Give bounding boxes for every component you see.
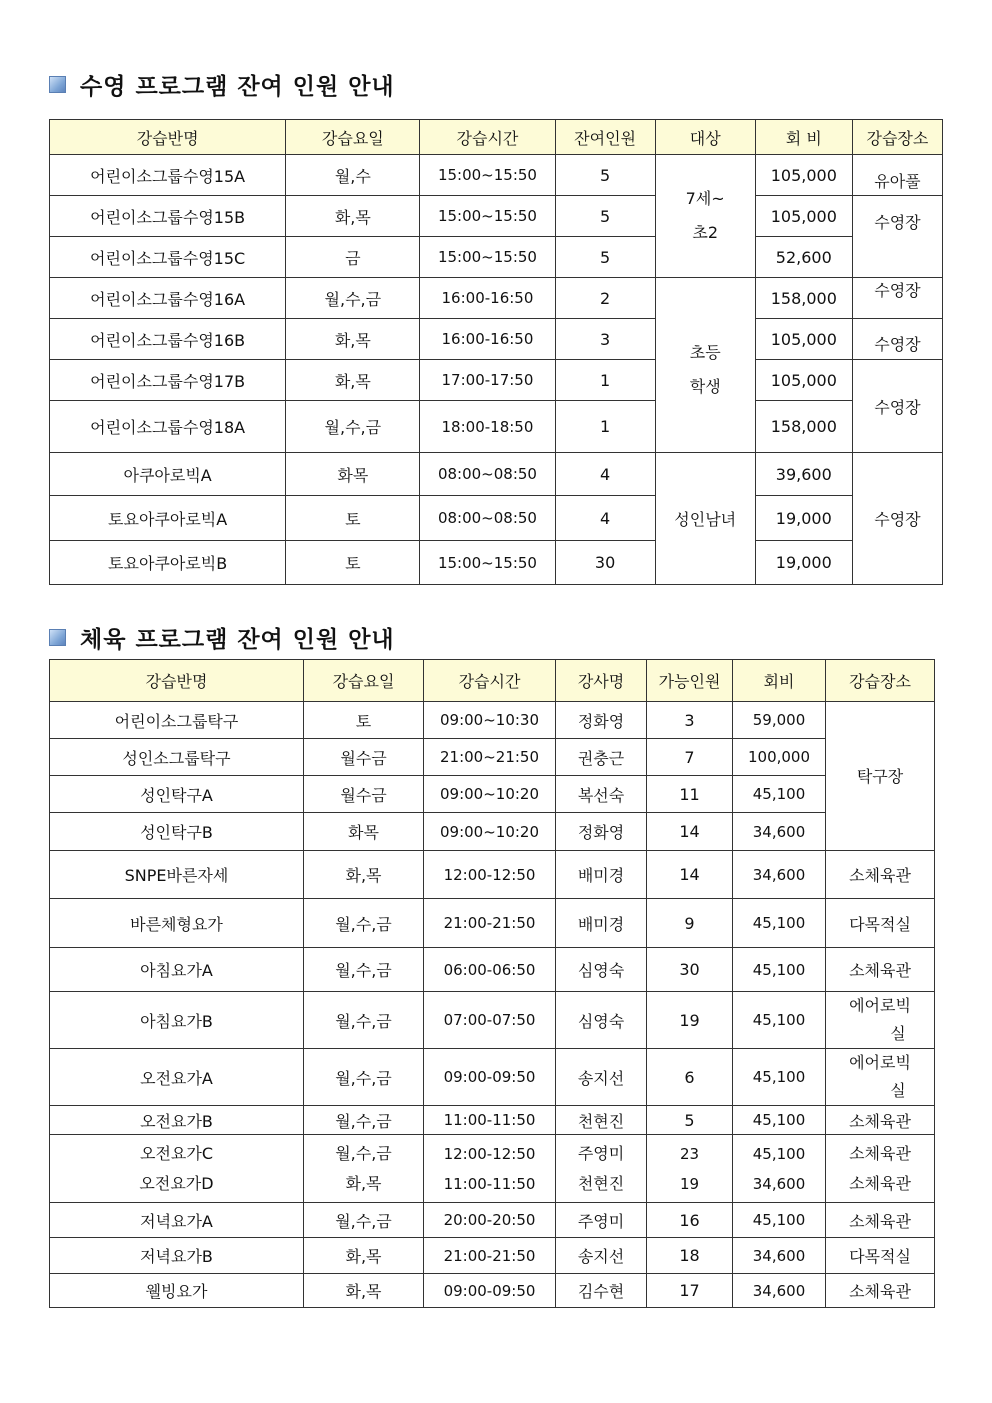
table-row — [50, 702, 935, 739]
class-name: 어린이소그룹수영15B — [50, 196, 286, 237]
class-fee: 45,100 — [733, 1203, 826, 1238]
swim-header-remain: 잔여인원 — [555, 120, 655, 155]
class-time: 09:00~10:30 — [424, 702, 556, 739]
class-name-d: 오전요가D — [139, 1173, 214, 1193]
class-fee: 34,600 — [733, 1274, 826, 1308]
class-day: 월,수,금 — [286, 401, 420, 453]
table-row — [50, 319, 943, 360]
table-row — [50, 1049, 935, 1106]
class-place — [826, 702, 935, 851]
class-place-line1: 에어로빅 — [849, 996, 911, 1015]
class-time: 16:00-16:50 — [420, 278, 555, 319]
class-time: 11:00-11:50 — [424, 1106, 556, 1135]
class-day: 월수금 — [304, 776, 424, 813]
swim-section-title — [49, 68, 395, 101]
class-day: 화목 — [304, 813, 424, 851]
class-fee: 105,000 — [755, 155, 852, 196]
sports-header-row — [50, 660, 935, 702]
class-teacher: 김수현 — [556, 1274, 647, 1308]
class-fee: 19,000 — [755, 541, 852, 585]
class-teacher: 정화영 — [556, 702, 647, 739]
class-time: 07:00-07:50 — [424, 992, 556, 1049]
class-fee: 45,100 — [733, 1049, 826, 1106]
class-day: 화,목 — [304, 851, 424, 899]
class-teacher: 정화영 — [556, 813, 647, 851]
class-place — [852, 278, 942, 319]
class-day: 토 — [286, 496, 420, 541]
class-name: 어린이소그룹탁구 — [50, 702, 304, 739]
class-time: 09:00-09:50 — [424, 1274, 556, 1308]
class-teacher: 주영미 — [556, 1203, 647, 1238]
class-fee: 39,600 — [755, 453, 852, 496]
class-time: 16:00-16:50 — [420, 319, 555, 360]
class-name-c: 오전요가C — [140, 1143, 213, 1163]
class-place: 소체육관 — [826, 1274, 935, 1308]
class-place — [852, 196, 942, 278]
class-time: 08:00~08:50 — [420, 496, 555, 541]
class-time: 08:00~08:50 — [420, 453, 555, 496]
class-day: 월,수 — [286, 155, 420, 196]
class-teacher: 송지선 — [556, 1049, 647, 1106]
class-name: 성인탁구B — [50, 813, 304, 851]
class-time: 17:00-17:50 — [420, 360, 555, 401]
class-time: 20:00-20:50 — [424, 1203, 556, 1238]
class-place: 소체육관 — [826, 948, 935, 992]
square-bullet-icon — [49, 76, 66, 93]
class-day: 월,수,금 — [304, 899, 424, 948]
class-capacity: 30 — [647, 948, 733, 992]
target-elementary — [655, 278, 755, 453]
table-row — [50, 948, 935, 992]
class-remain: 3 — [555, 319, 655, 360]
class-name: 어린이소그룹수영15A — [50, 155, 286, 196]
class-time: 09:00~10:20 — [424, 776, 556, 813]
class-time: 09:00~10:20 — [424, 813, 556, 851]
class-fee: 52,600 — [755, 237, 852, 278]
sports-header-place: 강습장소 — [826, 660, 935, 702]
class-name: 저녁요가B — [50, 1238, 304, 1274]
table-row — [50, 851, 935, 899]
class-fee: 34,600 — [733, 851, 826, 899]
class-remain: 30 — [555, 541, 655, 585]
class-capacity: 14 — [647, 813, 733, 851]
class-fee: 59,000 — [733, 702, 826, 739]
class-fee-d: 34,600 — [752, 1174, 806, 1193]
class-name: 바른체형요가 — [50, 899, 304, 948]
class-time — [424, 1135, 556, 1203]
sports-header-time: 강습시간 — [424, 660, 556, 702]
class-name: 토요아쿠아로빅A — [50, 496, 286, 541]
class-time: 21:00-21:50 — [424, 899, 556, 948]
swim-header-row — [50, 120, 943, 155]
swim-header-time: 강습시간 — [420, 120, 555, 155]
class-name: SNPE바른자세 — [50, 851, 304, 899]
class-name: 오전요가A — [50, 1049, 304, 1106]
class-time: 21:00~21:50 — [424, 739, 556, 776]
class-time: 15:00~15:50 — [420, 155, 555, 196]
class-capacity: 7 — [647, 739, 733, 776]
class-place — [826, 1135, 935, 1203]
sports-section-title — [49, 621, 395, 654]
class-remain: 5 — [555, 237, 655, 278]
table-row — [50, 453, 943, 496]
class-fee: 45,100 — [733, 992, 826, 1049]
class-capacity: 6 — [647, 1049, 733, 1106]
table-row — [50, 1238, 935, 1274]
class-name: 토요아쿠아로빅B — [50, 541, 286, 585]
class-day: 화,목 — [286, 196, 420, 237]
class-day: 토 — [304, 702, 424, 739]
sports-header-fee: 회비 — [733, 660, 826, 702]
class-fee: 19,000 — [755, 496, 852, 541]
table-row — [50, 739, 935, 776]
class-fee: 34,600 — [733, 1238, 826, 1274]
class-fee — [733, 1135, 826, 1203]
class-fee: 34,600 — [733, 813, 826, 851]
class-day: 화,목 — [286, 319, 420, 360]
class-teacher: 권충근 — [556, 739, 647, 776]
class-place — [826, 1049, 935, 1106]
table-row — [50, 155, 943, 196]
class-name: 성인소그룹탁구 — [50, 739, 304, 776]
class-place: 소체육관 — [826, 1203, 935, 1238]
class-remain: 2 — [555, 278, 655, 319]
table-row — [50, 541, 943, 585]
class-teacher: 배미경 — [556, 899, 647, 948]
class-name — [50, 1135, 304, 1203]
class-name: 웰빙요가 — [50, 1274, 304, 1308]
table-row — [50, 360, 943, 401]
class-teacher: 심영숙 — [556, 992, 647, 1049]
swim-header-day: 강습요일 — [286, 120, 420, 155]
class-name: 어린이소그룹수영15C — [50, 237, 286, 278]
table-row — [50, 1135, 935, 1203]
class-remain: 4 — [555, 496, 655, 541]
class-time: 06:00-06:50 — [424, 948, 556, 992]
class-place: 유아풀 — [852, 155, 942, 196]
table-row — [50, 776, 935, 813]
class-place: 다목적실 — [826, 899, 935, 948]
class-place-line2: 실 — [890, 1024, 906, 1043]
class-name: 오전요가B — [50, 1106, 304, 1135]
class-time: 09:00-09:50 — [424, 1049, 556, 1106]
class-place-line2: 실 — [890, 1081, 906, 1100]
table-row — [50, 1203, 935, 1238]
class-day: 월,수,금 — [304, 1203, 424, 1238]
target-elem-line2: 학생 — [689, 377, 721, 396]
class-day: 월,수,금 — [304, 992, 424, 1049]
class-fee: 158,000 — [755, 401, 852, 453]
class-place: 수영장 — [852, 360, 942, 453]
class-capacity: 18 — [647, 1238, 733, 1274]
class-name: 어린이소그룹수영18A — [50, 401, 286, 453]
target-adult: 성인남녀 — [655, 453, 755, 585]
class-capacity: 19 — [647, 992, 733, 1049]
table-row — [50, 278, 943, 319]
sports-header-name: 강습반명 — [50, 660, 304, 702]
class-day: 월,수,금 — [304, 1049, 424, 1106]
class-day-c: 월,수,금 — [335, 1143, 392, 1163]
table-row — [50, 401, 943, 453]
swim-header-place: 강습장소 — [852, 120, 942, 155]
target-kids-line2: 초2 — [692, 223, 719, 242]
class-day: 월,수,금 — [304, 1106, 424, 1135]
class-teacher: 배미경 — [556, 851, 647, 899]
table-row — [50, 1274, 935, 1308]
class-capacity-d: 19 — [679, 1174, 700, 1193]
class-place-text: 수영장 — [874, 281, 921, 300]
sports-title-text: 체육 프로그램 잔여 인원 안내 — [80, 626, 395, 653]
class-name: 아침요가B — [50, 992, 304, 1049]
class-remain: 1 — [555, 401, 655, 453]
swim-header-target: 대상 — [655, 120, 755, 155]
class-fee: 45,100 — [733, 776, 826, 813]
class-place: 다목적실 — [826, 1238, 935, 1274]
class-day: 월,수,금 — [304, 948, 424, 992]
class-name: 아침요가A — [50, 948, 304, 992]
class-capacity: 16 — [647, 1203, 733, 1238]
class-capacity-c: 23 — [679, 1144, 700, 1163]
class-place-d: 소체육관 — [849, 1173, 911, 1193]
class-place: 소체육관 — [826, 851, 935, 899]
class-capacity — [647, 1135, 733, 1203]
class-capacity: 5 — [647, 1106, 733, 1135]
table-row — [50, 899, 935, 948]
class-fee: 105,000 — [755, 196, 852, 237]
table-row — [50, 1106, 935, 1135]
class-day: 화목 — [286, 453, 420, 496]
class-name: 아쿠아로빅A — [50, 453, 286, 496]
class-capacity: 3 — [647, 702, 733, 739]
class-teacher-d: 천현진 — [577, 1173, 625, 1193]
class-name: 어린이소그룹수영17B — [50, 360, 286, 401]
class-time: 18:00-18:50 — [420, 401, 555, 453]
class-name: 어린이소그룹수영16A — [50, 278, 286, 319]
class-place-line1: 에어로빅 — [849, 1053, 911, 1072]
class-fee: 45,100 — [733, 948, 826, 992]
class-place-c: 소체육관 — [849, 1143, 911, 1163]
sports-header-teacher: 강사명 — [556, 660, 647, 702]
class-teacher: 천현진 — [556, 1106, 647, 1135]
class-day: 월,수,금 — [286, 278, 420, 319]
class-time: 15:00~15:50 — [420, 541, 555, 585]
class-time: 15:00~15:50 — [420, 196, 555, 237]
class-place: 소체육관 — [826, 1106, 935, 1135]
sports-table — [49, 659, 935, 1308]
class-time: 15:00~15:50 — [420, 237, 555, 278]
table-row — [50, 496, 943, 541]
swim-header-name: 강습반명 — [50, 120, 286, 155]
class-fee-c: 45,100 — [752, 1144, 806, 1163]
class-remain: 1 — [555, 360, 655, 401]
class-capacity: 14 — [647, 851, 733, 899]
class-fee: 45,100 — [733, 1106, 826, 1135]
class-teacher — [556, 1135, 647, 1203]
class-place-text: 탁구장 — [856, 767, 904, 786]
class-fee: 105,000 — [755, 319, 852, 360]
class-day: 화,목 — [286, 360, 420, 401]
class-day: 금 — [286, 237, 420, 278]
table-row — [50, 813, 935, 851]
class-place-text: 수영장 — [874, 213, 921, 232]
class-place — [826, 992, 935, 1049]
class-day — [304, 1135, 424, 1203]
sports-header-capacity: 가능인원 — [647, 660, 733, 702]
class-name: 저녁요가A — [50, 1203, 304, 1238]
target-elem-line1: 초등 — [689, 343, 721, 362]
class-remain: 5 — [555, 155, 655, 196]
class-day: 토 — [286, 541, 420, 585]
table-row — [50, 992, 935, 1049]
class-teacher-c: 주영미 — [577, 1143, 625, 1163]
square-bullet-icon — [49, 629, 66, 646]
class-fee: 45,100 — [733, 899, 826, 948]
table-row — [50, 196, 943, 237]
class-teacher: 송지선 — [556, 1238, 647, 1274]
class-remain: 4 — [555, 453, 655, 496]
target-kids — [655, 155, 755, 278]
class-capacity: 9 — [647, 899, 733, 948]
class-fee: 158,000 — [755, 278, 852, 319]
target-kids-line1: 7세~ — [685, 189, 725, 208]
class-day: 화,목 — [304, 1238, 424, 1274]
class-day: 월수금 — [304, 739, 424, 776]
class-time: 21:00-21:50 — [424, 1238, 556, 1274]
class-time-c: 12:00-12:50 — [443, 1144, 536, 1163]
class-name: 어린이소그룹수영16B — [50, 319, 286, 360]
swim-title-text: 수영 프로그램 잔여 인원 안내 — [80, 73, 395, 100]
class-day-d: 화,목 — [345, 1173, 382, 1193]
class-capacity: 11 — [647, 776, 733, 813]
class-fee: 105,000 — [755, 360, 852, 401]
class-remain: 5 — [555, 196, 655, 237]
sports-header-day: 강습요일 — [304, 660, 424, 702]
class-name: 성인탁구A — [50, 776, 304, 813]
swim-header-fee: 회 비 — [755, 120, 852, 155]
class-teacher: 복선숙 — [556, 776, 647, 813]
swim-table — [49, 119, 943, 585]
class-teacher: 심영숙 — [556, 948, 647, 992]
class-time: 12:00-12:50 — [424, 851, 556, 899]
class-place: 수영장 — [852, 319, 942, 360]
class-capacity: 17 — [647, 1274, 733, 1308]
table-row — [50, 237, 943, 278]
class-day: 화,목 — [304, 1274, 424, 1308]
class-time-d: 11:00-11:50 — [443, 1174, 536, 1193]
class-fee: 100,000 — [733, 739, 826, 776]
class-place: 수영장 — [852, 453, 942, 585]
